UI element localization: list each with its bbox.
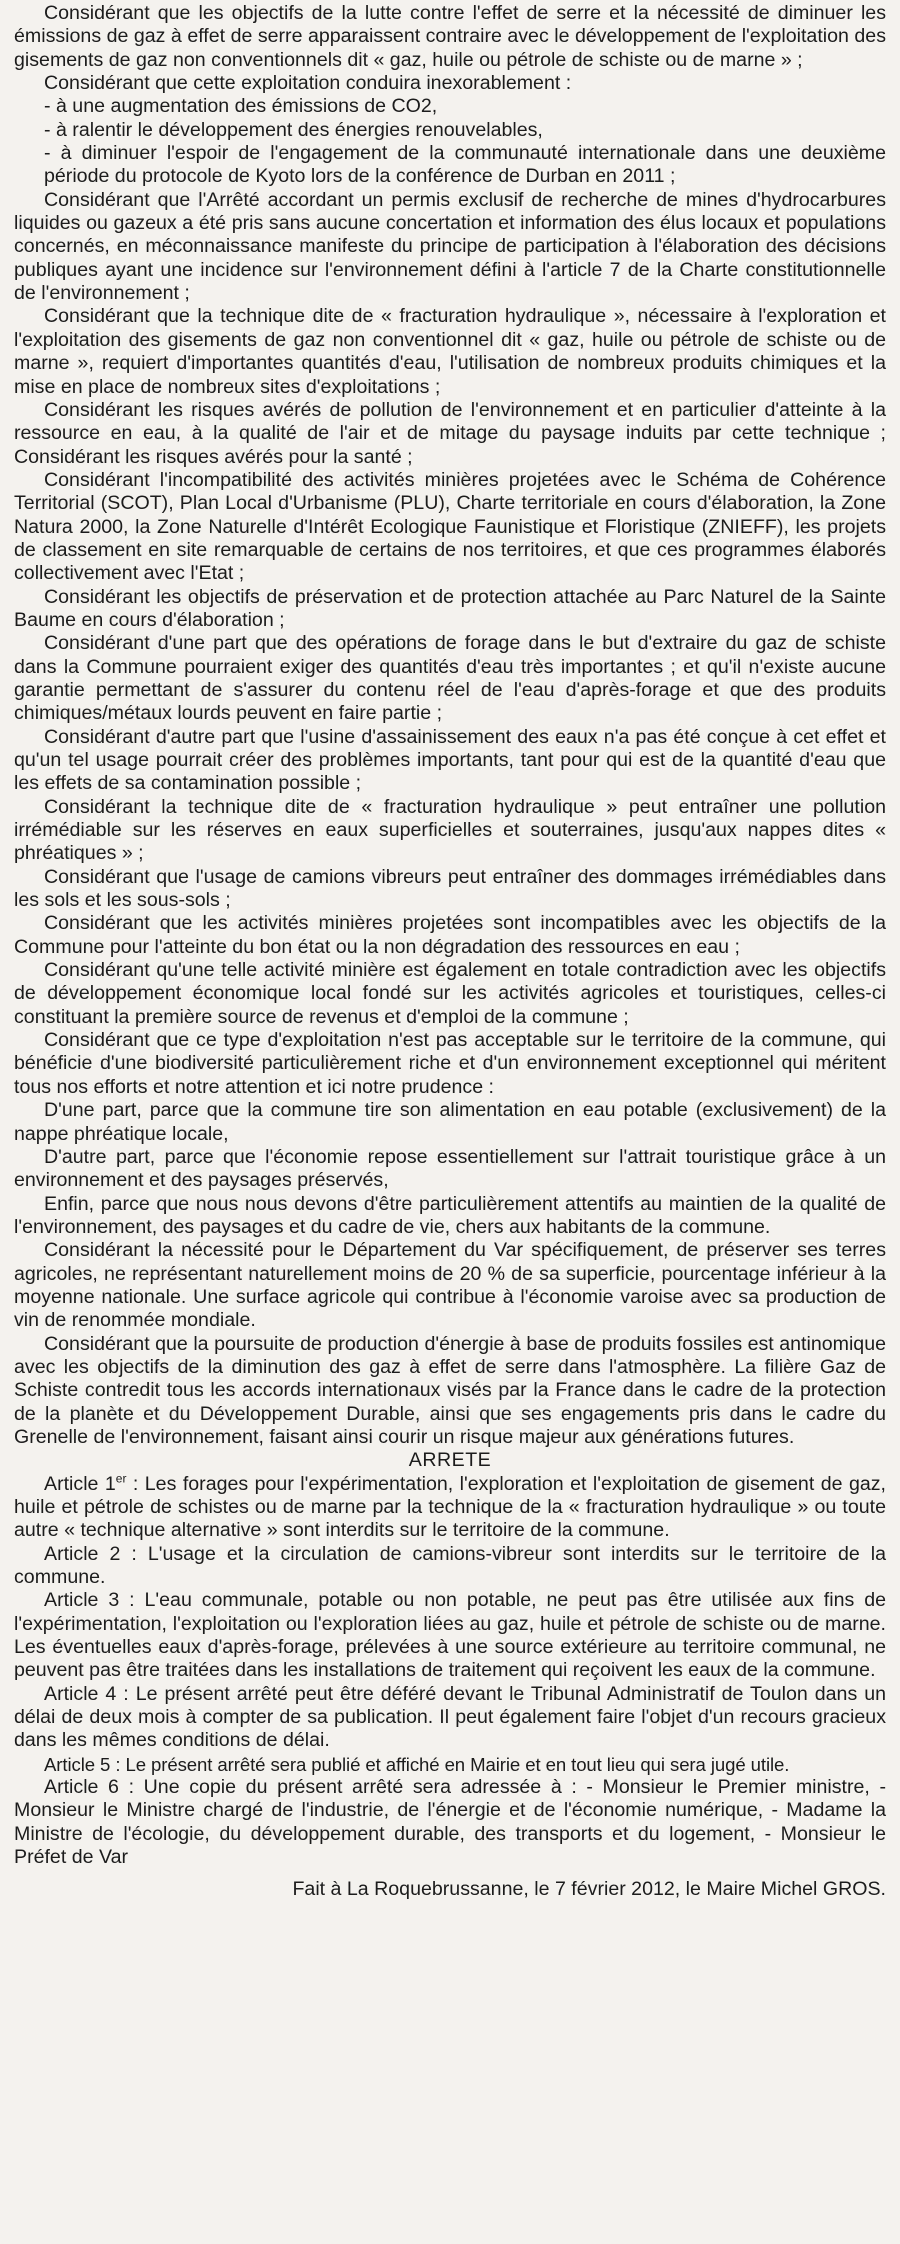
article-paragraph [14, 1589, 886, 1682]
consideration-paragraph: Considérant les risques avérés de pollution de l'environnement et en particulier d'atteinte à la ressource en eau, à la qualité de l'air et de mitage du paysage induits par cette technique ; Considérant les risques avérés pour la santé ; [14, 398, 886, 468]
consideration-paragraph: Considérant que cette exploitation conduira inexorablement : [44, 72, 572, 95]
article-paragraph [14, 1753, 886, 1776]
consideration-paragraph: Considérant que ce type d'exploitation n'est pas acceptable sur le territoire de la commune, qui bénéficie d'une biodiversité particulièrement riche et d'un environnement exceptionnel qui méritent tous nos efforts et notre attention et ici notre prudence : [14, 1029, 886, 1098]
article-ordinal-suffix: er [115, 1471, 127, 1486]
consideration-paragraph: Considérant l'incompatibilité des activités minières projetées avec le Schéma de Cohérence Territorial (SCOT), Plan Local d'Urbanisme (PLU), Charte territoriale en cours d'élaboration, la Zone Natura 2000, la Zone Naturelle d'Intérêt Ecologique Faunistique et Floristique (ZNIEFF), les projets de classement en site remarquable de certains de nos territoires, et que ces programmes élaborés collectivement avec l'Etat ; [14, 468, 886, 585]
article-paragraph [14, 1683, 886, 1753]
article-number [44, 1473, 126, 1495]
consideration-paragraph: Considérant que les objectifs de la lutte contre l'effet de serre et la nécessité de diminuer les émissions de gaz à effet de serre apparaissent contraire avec le développement de l'exploitation des gisements de gaz non conventionnels dit « gaz, huile ou pétrole de schiste ou de marne » ; [14, 2, 886, 71]
article-number [44, 1589, 119, 1611]
article-label: Article 2 [44, 1542, 121, 1565]
consideration-list-item: - à diminuer l'espoir de l'engagement de la communauté internationale dans une deuxième période du protocole de Kyoto lors de la conférence de Durban en 2011 ; [44, 142, 886, 188]
article-label: Article 3 [44, 1589, 120, 1612]
article-text: : Le présent arrêté peut être déféré devant le Tribunal Administratif de Toulon dans un délai de deux mois à compter de sa publication. Il peut également faire l'objet d'un recours gracieux dans les mêmes conditions de délai. [14, 1682, 886, 1752]
article-text: : Les forages pour l'expérimentation, l'exploration et l'exploitation de gisement de gaz, huile et pétrole de schistes ou de marne par la technique de la « fracturation hydraulique » ou toute autre « technique alternative » sont interdits sur le territoire de la commune. [14, 1472, 886, 1542]
article-paragraph [14, 1473, 886, 1543]
article-number [44, 1683, 116, 1705]
consideration-paragraph: Considérant d'autre part que l'usine d'assainissement des eaux n'a pas été conçue à cet effet et qu'un tel usage pourrait créer des problèmes importants, tant pour qui est de la quantité d'eau que les effets de sa contamination possible ; [14, 725, 886, 795]
consideration-paragraph: Considérant que les activités minières projetées sont incompatibles avec les objectifs de la Commune pour l'atteinte du bon état ou la non dégradation des ressources en eau ; [14, 912, 886, 958]
consideration-list-item: - à une augmentation des émissions de CO2, [44, 95, 438, 118]
consideration-paragraph: Considérant que l'Arrêté accordant un permis exclusif de recherche de mines d'hydrocarbures liquides ou gazeux a été pris sans aucune concertation et information des élus locaux et populations concernés, en méconnaissance manifeste du principe de participation à l'élaboration des décisions publiques ayant une incidence sur l'environnement défini à l'article 7 de la Charte constitutionnelle de l'environnement ; [14, 188, 886, 305]
consideration-paragraph: Considérant que l'usage de camions vibreurs peut entraîner des dommages irrémédiables dans les sols et les sous-sols ; [14, 865, 886, 912]
consideration-paragraph: Considérant la nécessité pour le Département du Var spécifiquement, de préserver ses terres agricoles, ne représentant naturellement moins de 20 % de sa superficie, pourcentage inférieur à la moyenne nationale. Une surface agricole qui contribue à l'économie varoise avec sa production de vin de renommée mondiale. [14, 1239, 886, 1332]
consideration-paragraph: Considérant qu'une telle activité minière est également en totale contradiction avec les objectifs de développement économique local fondé sur les activités agricoles et touristiques, celles-ci constituant la première source de revenus et d'emploi de la commune ; [14, 959, 886, 1028]
consideration-paragraph: Considérant les objectifs de préservation et de protection attachée au Parc Naturel de la Sainte Baume en cours d'élaboration ; [14, 585, 886, 631]
article-text: : Une copie du présent arrêté sera adressée à : - Monsieur le Premier ministre, - Monsieur le Ministre chargé de l'industrie, de l'énergie et de l'économie numérique, - Madame la Ministre de l'écologie, du développement durable, des transports et du logement, - Monsieur le Préfet de Var [14, 1776, 887, 1869]
consideration-paragraph: D'une part, parce que la commune tire son alimentation en eau potable (exclusivement) de la nappe phréatique locale, [14, 1099, 886, 1145]
article-label: Article 1 [44, 1472, 116, 1495]
consideration-paragraph: Considérant que la poursuite de production d'énergie à base de produits fossiles est antinomique avec les objectifs de la diminution des gaz à effet de serre dans l'atmosphère. La filière Gaz de Schiste contredit tous les accords internationaux visés par la France dans le cadre de la protection de la planète et du Développement Durable, ainsi que ses engagements pris dans le cadre du Grenelle de l'environnement, faisant ainsi courir un risque majeur aux générations futures. [14, 1332, 886, 1448]
article-number [44, 1543, 120, 1565]
article-text: : L'usage et la circulation de camions-vibreur sont interdits sur le territoire de la commune. [14, 1542, 887, 1589]
signature-line: Fait à La Roquebrussanne, le 7 février 2012, le Maire Michel GROS. [292, 1877, 886, 1900]
consideration-paragraph: Considérant d'une part que des opérations de forage dans le but d'extraire du gaz de schiste dans la Commune pourraient exiger des quantités d'eau très importantes ; et qu'il n'existe aucune garantie permettant de s'assurer du contenu réel de l'eau d'après-forage et que des produits chimiques/métaux lourds peuvent en faire partie ; [14, 632, 886, 725]
article-paragraph [14, 1776, 886, 1869]
consideration-paragraph: Considérant que la technique dite de « fracturation hydraulique », nécessaire à l'exploration et l'exploitation des gisements de gaz non conventionnel dit « gaz, huile ou pétrole de schiste ou de marne », requiert d'importantes quantités d'eau, l'utilisation de nombreux produits chimiques et la mise en place de nombreux sites d'exploitations ; [14, 305, 886, 398]
article-text: : L'eau communale, potable ou non potable, ne peut pas être utilisée aux fins de l'expérimentation, l'exploitation ou l'exploration liées au gaz, huile et pétrole de schiste ou de marne. Les éventuelles eaux d'après-forage, prélevées à une source extérieure au territoire communal, ne peuvent pas être traitées dans les installations de traitement qui reçoivent les eaux de la commune. [14, 1589, 886, 1682]
article-number [44, 1754, 110, 1775]
articles-section [14, 1473, 886, 1870]
article-label: Article 6 [44, 1776, 119, 1799]
article-number [44, 1776, 119, 1798]
article-paragraph [14, 1543, 886, 1590]
article-label: Article 5 [44, 1753, 111, 1775]
preamble-section [14, 2, 886, 1449]
consideration-paragraph: Considérant la technique dite de « fracturation hydraulique » peut entraîner une pollution irrémédiable sur les réserves en eaux superficielles et souterraines, jusqu'aux nappes dites « phréatiques » ; [14, 795, 886, 865]
consideration-paragraph: D'autre part, parce que l'économie repose essentiellement sur l'attrait touristique grâce à un environnement et des paysages préservés, [14, 1145, 886, 1192]
decree-heading: ARRETE [408, 1449, 492, 1472]
article-label: Article 4 [44, 1682, 117, 1705]
consideration-paragraph: Enfin, parce que nous nous devons d'être particulièrement attentifs au maintien de la qualité de l'environnement, des paysages et du cadre de vie, chers aux habitants de la commune. [14, 1192, 886, 1238]
consideration-list-item: - à ralentir le développement des énergies renouvelables, [44, 118, 543, 141]
article-text: : Le présent arrêté sera publié et affiché en Mairie et en tout lieu qui sera jugé utile. [110, 1753, 790, 1775]
